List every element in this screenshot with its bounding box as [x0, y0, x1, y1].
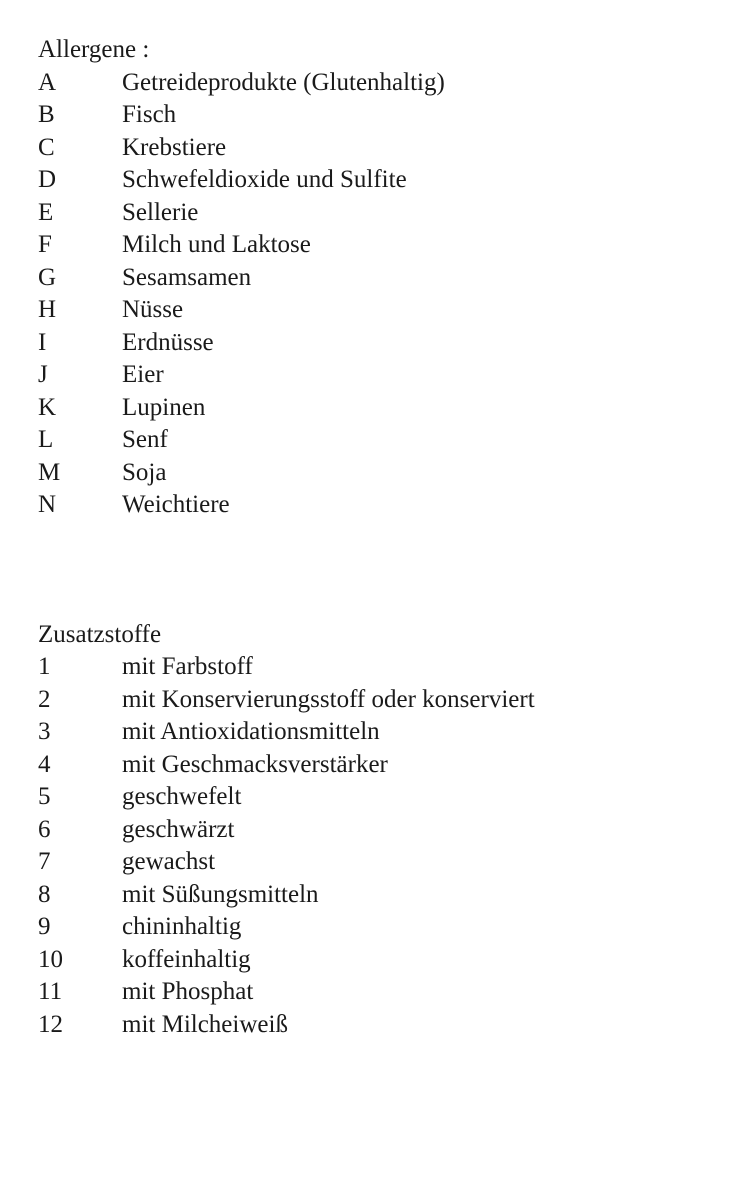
allergen-label: Lupinen: [122, 393, 206, 421]
allergen-row: [38, 424, 718, 457]
additive-row: [38, 781, 718, 814]
allergen-label: Sellerie: [122, 198, 199, 226]
additive-row: [38, 879, 718, 912]
allergen-code: K: [38, 393, 57, 421]
allergen-code: F: [38, 231, 52, 258]
additive-code: 2: [38, 685, 51, 713]
allergen-row: [38, 197, 718, 230]
additive-code: 7: [38, 848, 51, 875]
section-spacer: [38, 522, 718, 619]
allergen-row: [38, 457, 718, 490]
additive-row: [38, 944, 718, 977]
additive-label: mit Antioxidationsmitteln: [122, 718, 380, 745]
additives-list: [38, 651, 718, 1041]
allergen-code: N: [38, 491, 57, 518]
allergen-row: [38, 164, 718, 197]
additive-row: [38, 976, 718, 1009]
additive-row: [38, 716, 718, 749]
allergen-row: [38, 327, 718, 360]
allergen-label: Getreideprodukte (Glutenhaltig): [122, 68, 445, 96]
allergen-row: [38, 132, 718, 165]
additive-label: koffeinhaltig: [122, 945, 251, 973]
additive-row: [38, 684, 718, 717]
additive-label: mit Konservierungsstoff oder konserviert: [122, 685, 535, 713]
allergen-row: [38, 359, 718, 392]
allergen-code: E: [38, 198, 54, 226]
additive-code: 6: [38, 815, 51, 843]
allergen-label: Weichtiere: [122, 491, 230, 518]
additive-label: gewachst: [122, 848, 216, 875]
allergens-list: [38, 67, 718, 522]
additive-row: [38, 651, 718, 684]
additives-title: Zusatzstoffe: [38, 620, 162, 648]
additive-row: [38, 1009, 718, 1042]
additive-code: 3: [38, 718, 51, 745]
allergen-code: M: [38, 458, 61, 486]
allergen-row: [38, 67, 718, 100]
additive-code: 4: [38, 750, 51, 778]
allergen-row: [38, 262, 718, 295]
allergen-row: [38, 294, 718, 327]
additive-label: geschwefelt: [122, 783, 242, 810]
allergen-code: A: [38, 68, 57, 96]
additive-code: 10: [38, 945, 63, 973]
allergen-label: Soja: [122, 458, 167, 486]
additive-code: 8: [38, 880, 51, 908]
additive-label: chininhaltig: [122, 913, 242, 940]
allergen-label: Fisch: [122, 101, 177, 128]
additive-label: mit Geschmacksverstärker: [122, 750, 388, 778]
allergen-label: Milch und Laktose: [122, 231, 311, 258]
allergen-code: L: [38, 426, 54, 453]
additive-label: mit Milcheiweiß: [122, 1010, 288, 1038]
allergen-row: [38, 99, 718, 132]
additive-code: 1: [38, 653, 51, 680]
additives-section: [38, 619, 718, 1042]
allergen-code: J: [38, 361, 48, 388]
allergen-label: Sesamsamen: [122, 263, 252, 291]
additive-row: [38, 814, 718, 847]
allergen-label: Erdnüsse: [122, 328, 214, 356]
additive-row: [38, 911, 718, 944]
additive-code: 11: [38, 978, 63, 1005]
allergen-label: Senf: [122, 426, 168, 453]
allergen-row: [38, 489, 718, 522]
allergen-code: H: [38, 296, 57, 323]
additive-code: 12: [38, 1010, 63, 1038]
additive-row: [38, 846, 718, 879]
allergen-row: [38, 229, 718, 262]
allergen-code: G: [38, 263, 57, 291]
legend-document: [38, 34, 718, 1041]
additive-code: 5: [38, 783, 51, 810]
allergen-label: Krebstiere: [122, 133, 227, 161]
allergen-row: [38, 392, 718, 425]
allergen-code: I: [38, 328, 47, 356]
additive-label: mit Süßungsmitteln: [122, 880, 319, 908]
additive-label: geschwärzt: [122, 815, 235, 843]
allergen-label: Eier: [122, 361, 164, 388]
allergens-section: [38, 34, 718, 522]
allergen-label: Nüsse: [122, 296, 184, 323]
allergen-label: Schwefeldioxide und Sulfite: [122, 166, 407, 193]
additive-code: 9: [38, 913, 51, 940]
additive-label: mit Phosphat: [122, 978, 254, 1005]
allergen-code: C: [38, 133, 55, 161]
additive-label: mit Farbstoff: [122, 653, 253, 680]
allergens-title: Allergene :: [38, 36, 150, 63]
additive-row: [38, 749, 718, 782]
allergen-code: B: [38, 101, 55, 128]
allergen-code: D: [38, 166, 57, 193]
